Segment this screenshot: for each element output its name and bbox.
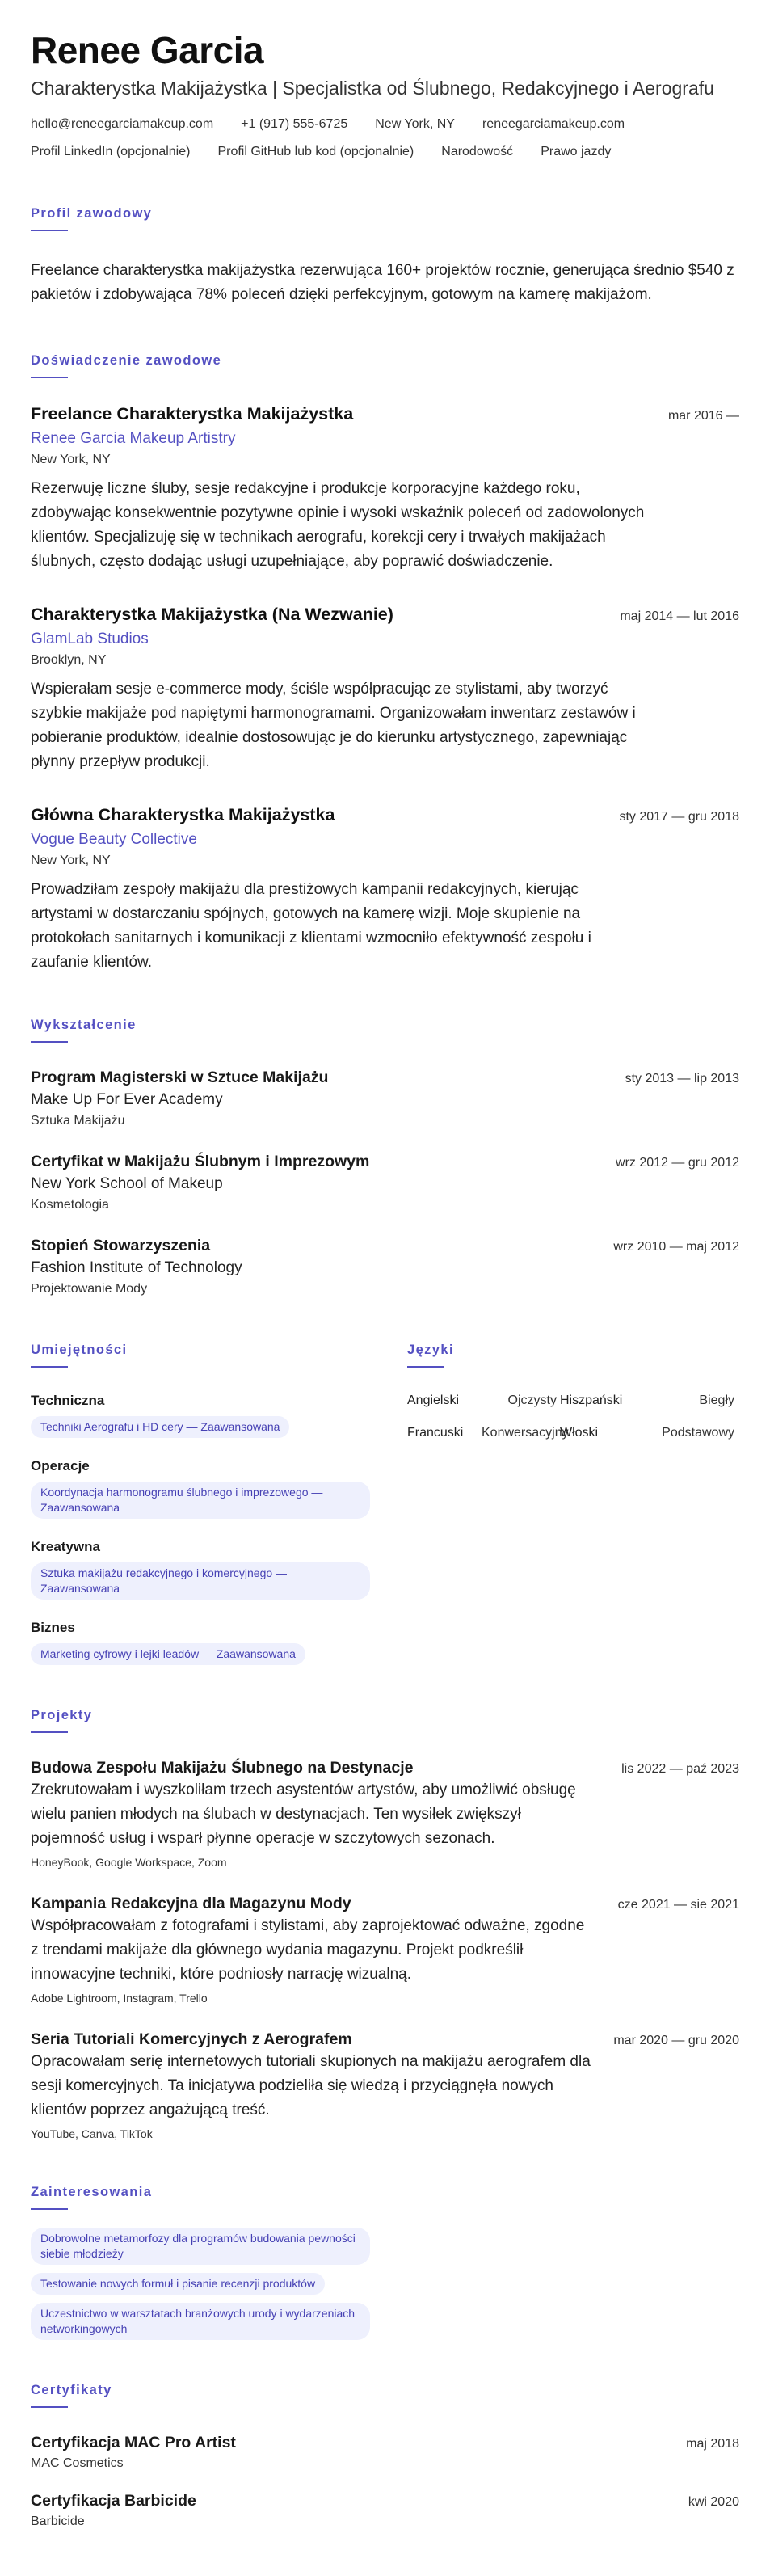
certificate-entry: [31, 2432, 739, 2473]
interests-list: [31, 2228, 739, 2340]
language-level: Podstawowy: [662, 1426, 734, 1440]
certificate-date: kwi 2020: [688, 2495, 739, 2509]
language-name: Włoski: [560, 1426, 599, 1440]
contact-email[interactable]: hello@reneegarciamakeup.com: [31, 117, 214, 131]
projects-section: [31, 1707, 739, 2142]
certificates-section: [31, 2382, 739, 2531]
certificate-org: Barbicide: [31, 2515, 85, 2528]
interest-tag: Dobrowolne metamorfozy dla programów budowania pewności siebie młodzieży: [31, 2228, 370, 2265]
education-title: Stopień Stowarzyszenia: [31, 1237, 211, 1254]
project-description: Zrekrutowałam i wyszkoliłam trzech asystentów artystów, aby umożliwić obsługę wielu panien młodych na ślubach w destynacjach. Ten wysiłek zwiększył pojemność usług i wsparł płynne operacje w szczytowych sezonach.: [31, 1781, 576, 1847]
job-company: Vogue Beauty Collective: [31, 831, 197, 848]
education-entry: [31, 1235, 739, 1298]
certificate-date: maj 2018: [686, 2437, 739, 2451]
job-title: Charakterystka Makijażystka (Na Wezwanie): [31, 605, 393, 624]
candidate-subtitle: Charakterystka Makijażystka | Specjalistka od Ślubnego, Redakcyjnego i Aerografu: [31, 78, 714, 99]
language-level: Ojczysty: [507, 1393, 557, 1407]
project-dates: mar 2020 — gru 2020: [613, 2034, 739, 2047]
job-description: Rezerwuję liczne śluby, sesje redakcyjne i produkcje korporacyjne każdego roku, zdobywając konsekwentnie pozytywne opinie i wysoki wskaźnik poleceń od zadowolonych klientów. Specjalizuję się w technikach aerografu, korekcji cery i trwałych makijażach ślubnych, często dodając usługi uzupełniające, aby poprawić doświadczenie.: [31, 480, 645, 570]
job-company: Renee Garcia Makeup Artistry: [31, 430, 236, 447]
skill-category: Operacje: [31, 1458, 90, 1474]
project-tools: YouTube, Canva, TikTok: [31, 2127, 153, 2140]
section-divider: [31, 1731, 68, 1733]
profile-section: [31, 205, 739, 307]
project-entry: [31, 1757, 739, 1870]
section-title-certificates: Certyfikaty: [31, 2383, 112, 2397]
education-field: Kosmetologia: [31, 1198, 109, 1212]
contact-info: [31, 116, 739, 160]
language-name: Francuski: [407, 1426, 464, 1440]
job-dates: maj 2014 — lut 2016: [620, 609, 739, 623]
section-title-profile: Profil zawodowy: [31, 206, 153, 221]
job-dates: sty 2017 — gru 2018: [619, 810, 739, 824]
contact-location: New York, NY: [375, 117, 455, 131]
education-field: Sztuka Makijażu: [31, 1114, 125, 1128]
project-dates: cze 2021 — sie 2021: [617, 1898, 739, 1912]
contact-phone[interactable]: +1 (917) 555-6725: [241, 117, 348, 131]
section-divider: [31, 2406, 68, 2408]
section-divider: [31, 1041, 68, 1043]
education-dates: sty 2013 — lip 2013: [625, 1072, 739, 1086]
job-description: Prowadziłam zespoły makijażu dla prestiżowych kampanii redakcyjnych, kierując artystami w dostarczaniu spójnych, gotowych na kamerę wizji. Moje skupienie na protokołach sanitarnych i komunikacji z klientami wzmocniło efektywność zespołu i zaufanie klientów.: [31, 881, 591, 971]
section-divider: [31, 230, 68, 231]
language-level: Konwersacyjny: [482, 1426, 569, 1440]
certificate-org: MAC Cosmetics: [31, 2456, 124, 2470]
certificate-entry: [31, 2490, 739, 2531]
experience-section: [31, 352, 739, 975]
project-title: Budowa Zespołu Makijażu Ślubnego na Destynacje: [31, 1759, 414, 1777]
skill-category: Biznes: [31, 1620, 75, 1635]
section-title-projects: Projekty: [31, 1708, 93, 1722]
experience-entry: [31, 803, 739, 975]
experience-entry: [31, 403, 739, 574]
job-dates: mar 2016 —: [667, 409, 739, 423]
education-dates: wrz 2010 — maj 2012: [613, 1240, 739, 1254]
project-dates: lis 2022 — paź 2023: [621, 1762, 739, 1776]
education-school: New York School of Makeup: [31, 1175, 223, 1192]
section-title-skills: Umiejętności: [31, 1343, 128, 1357]
section-title-languages: Języki: [407, 1343, 454, 1357]
project-tools: Adobe Lightroom, Instagram, Trello: [31, 1992, 208, 2005]
skill-category: Kreatywna: [31, 1539, 100, 1554]
skill-tag: Marketing cyfrowy i lejki leadów — Zaawansowana: [31, 1643, 305, 1665]
section-divider: [407, 1366, 444, 1368]
section-divider: [31, 2208, 68, 2210]
project-description: Współpracowałam z fotografami i stylistami, aby zaprojektować odważne, zgodne z trendami makijaże dla głównego wydania magazynu. Projekt podkreślił innowacyjne techniki, które podniosły narrację wizualną.: [31, 1917, 585, 1983]
interest-tag: Testowanie nowych formuł i pisanie recenzji produktów: [31, 2273, 325, 2295]
certificate-title: Certyfikacja MAC Pro Artist: [31, 2434, 236, 2452]
skill-tag: Techniki Aerografu i HD cery — Zaawansowana: [31, 1416, 289, 1438]
contact-driving-license: Prawo jazdy: [541, 145, 612, 158]
contact-linkedin[interactable]: Profil LinkedIn (opcjonalnie): [31, 145, 191, 158]
language-name: Angielski: [407, 1393, 460, 1407]
interest-tag: Uczestnictwo w warsztatach branżowych urody i wydarzeniach networkingowych: [31, 2303, 370, 2340]
candidate-name: Renee Garcia: [31, 29, 264, 71]
experience-entry: [31, 603, 739, 774]
languages-list: [407, 1392, 739, 1442]
education-entry: [31, 1151, 739, 1214]
contact-nationality: Narodowość: [441, 145, 514, 158]
contact-row-secondary: [31, 144, 739, 160]
job-title: Główna Charakterystka Makijażystka: [31, 805, 335, 824]
section-title-education: Wykształcenie: [31, 1018, 137, 1032]
education-entry: [31, 1067, 739, 1130]
skills-section: [31, 1342, 407, 1665]
contact-website[interactable]: reneegarciamakeup.com: [482, 117, 625, 131]
section-divider: [31, 1366, 68, 1368]
project-title: Kampania Redakcyjna dla Magazynu Mody: [31, 1895, 351, 1912]
education-school: Make Up For Ever Academy: [31, 1091, 223, 1108]
education-school: Fashion Institute of Technology: [31, 1259, 242, 1276]
education-title: Program Magisterski w Sztuce Makijażu: [31, 1069, 329, 1086]
certificate-title: Certyfikacja Barbicide: [31, 2492, 196, 2510]
languages-section: [407, 1342, 739, 1665]
project-entry: [31, 2029, 739, 2142]
section-title-interests: Zainteresowania: [31, 2185, 153, 2199]
section-title-experience: Doświadczenie zawodowe: [31, 353, 222, 368]
job-location: New York, NY: [31, 854, 111, 867]
profile-summary: Freelance charakterystka makijażystka rezerwująca 160+ projektów rocznie, generująca średnio $540 z pakietów i zdobywająca 78% poleceń dzięki perfekcyjnym, gotowym na kamerę makijażom.: [31, 262, 734, 303]
section-divider: [31, 377, 68, 378]
project-entry: [31, 1893, 739, 2006]
contact-row-primary: [31, 116, 739, 133]
project-tools: HoneyBook, Google Workspace, Zoom: [31, 1856, 227, 1869]
language-level: Biegły: [699, 1393, 734, 1407]
education-title: Certyfikat w Makijażu Ślubnym i Imprezowym: [31, 1153, 370, 1170]
job-location: New York, NY: [31, 453, 111, 466]
project-description: Opracowałam serię internetowych tutoriali skupionych na makijażu aerografem dla sesji komercyjnych. Ta inicjatywa podzieliła się wiedzą i przyciągnęła nowych klientów poprzez angażującą treść.: [31, 2053, 591, 2119]
job-location: Brooklyn, NY: [31, 653, 107, 667]
skill-tag: Koordynacja harmonogramu ślubnego i imprezowego — Zaawansowana: [31, 1482, 370, 1519]
contact-github[interactable]: Profil GitHub lub kod (opcjonalnie): [217, 145, 414, 158]
project-title: Seria Tutoriali Komercyjnych z Aerografem: [31, 2030, 352, 2048]
interests-section: [31, 2184, 739, 2340]
job-description: Wspierałam sesje e-commerce mody, ściśle współpracując ze stylistami, aby tworzyć szybkie makijaże pod napiętymi harmonogramami. Organizowałam inwentarz zestawów i pobieranie produktów, idealnie dostosowując je do kierunku artystycznego, zapewniając płynny przepływ produkcji.: [31, 681, 636, 770]
job-company: GlamLab Studios: [31, 630, 149, 647]
education-dates: wrz 2012 — gru 2012: [616, 1156, 739, 1170]
skill-tag: Sztuka makijażu redakcyjnego i komercyjnego — Zaawansowana: [31, 1562, 370, 1600]
language-name: Hiszpański: [560, 1393, 623, 1407]
education-field: Projektowanie Mody: [31, 1282, 148, 1296]
skills-languages-row: [31, 1342, 739, 1665]
education-section: [31, 1017, 739, 1298]
job-title: Freelance Charakterystka Makijażystka: [31, 404, 354, 424]
skill-category: Techniczna: [31, 1393, 105, 1408]
